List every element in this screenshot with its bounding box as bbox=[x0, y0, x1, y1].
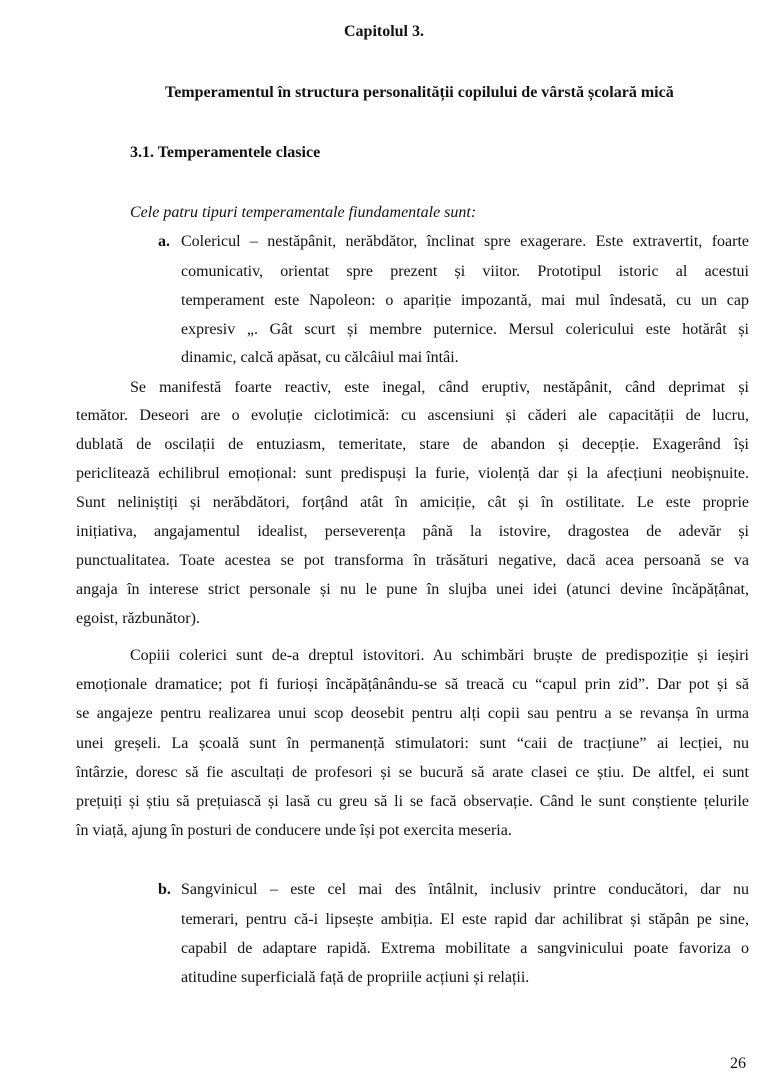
item-a-line: dinamic, calcă apăsat, cu călcâiul mai întâi. bbox=[181, 349, 459, 366]
paragraph-line: unei greșeli. La școală sunt în permanență stimulatori: sunt “caii de tracțiune” ai lecției, nu bbox=[76, 735, 749, 752]
chapter-title: Temperamentul în structura personalității copilului de vârstă școlară mică bbox=[165, 84, 674, 101]
paragraph-line: Se manifestă foarte reactiv, este inegal, când eruptiv, nestăpânit, când deprimat și bbox=[130, 379, 749, 396]
intro-sentence: Cele patru tipuri temperamentale fiundamentale sunt: bbox=[130, 204, 477, 221]
paragraph-line: inițiativa, angajamentul idealist, perseverența până la istovire, dragostea de adevăr și bbox=[76, 523, 749, 540]
section-heading: 3.1. Temperamentele clasice bbox=[130, 144, 321, 161]
paragraph-line: dublată de oscilații de entuziasm, temeritate, stare de abandon și decepție. Exagerând își bbox=[76, 436, 749, 453]
paragraph-line: Sunt neliniștiți și nerăbdători, forțând atât în amiciție, cât și în ostilitate. Le este proprie bbox=[76, 494, 749, 511]
paragraph-line: emoționale dramatice; pot fi furioși încăpățânându-se să treacă cu “capul prin zid”. Dar pot și să bbox=[76, 676, 749, 693]
item-b-line: capabil de adaptare rapidă. Extrema mobilitate a sangvinicului poate favoriza o bbox=[181, 940, 749, 957]
item-a-line: expresiv „. Gât scurt și membre puternice. Mersul colericului este hotărât și bbox=[181, 321, 749, 338]
item-a-line: temperament este Napoleon: o apariție impozantă, mai mul îndesată, cu un cap bbox=[181, 292, 749, 309]
paragraph-line: prețuiți și știu să prețuiască și lasă cu greu să li se facă observație. Când le sunt conștiente țelurile bbox=[76, 793, 749, 810]
paragraph-line: Copiii colerici sunt de-a dreptul istovitori. Au schimbări bruște de predispoziție și ieșiri bbox=[130, 647, 749, 664]
item-b-line: Sangvinicul – este cel mai des întâlnit, inclusiv printre conducători, dar nu bbox=[181, 881, 749, 898]
paragraph-line: periclitează echilibrul emoțional: sunt predispuși la furie, violență dar și la afecțiuni neobișnuite. bbox=[76, 465, 749, 482]
item-b-marker: b. bbox=[158, 881, 171, 898]
paragraph-line: se angajeze pentru realizarea unui scop deosebit pentru alți copii sau pentru a se revanșa în urma bbox=[76, 705, 749, 722]
paragraph-line: temător. Deseori are o evoluție ciclotimică: cu ascensiuni și căderi ale capacității de lucru, bbox=[76, 407, 749, 424]
paragraph-line: întârzie, doresc să fie ascultați de profesori și se bucură să arate clasei ce știu. De altfel, ei sunt bbox=[76, 764, 749, 781]
item-a-line: comunicativ, orientat spre prezent și viitor. Prototipul istoric al acestui bbox=[181, 263, 749, 280]
paragraph-line: angaja în interese strict personale și nu le pune în slujba unei idei (atunci devine încăpățânat, bbox=[76, 581, 749, 598]
chapter-heading: Capitolul 3. bbox=[343, 23, 424, 40]
item-a-line: Colericul – nestăpânit, nerăbdător, înclinat spre exagerare. Este extravertit, foarte bbox=[181, 233, 749, 250]
item-a-marker: a. bbox=[158, 233, 170, 250]
paragraph-line: în viață, ajung în posturi de conducere unde își pot exercita meseria. bbox=[76, 822, 512, 839]
paragraph-line: egoist, răzbunător). bbox=[76, 610, 200, 627]
page-number: 26 bbox=[730, 1055, 746, 1072]
paragraph-line: punctualitatea. Toate acestea se pot transforma în trăsături negative, dacă acea persoană se va bbox=[76, 552, 749, 569]
item-b-line: atitudine superficială față de propriile acțiuni și relații. bbox=[181, 969, 530, 986]
item-b-line: temerari, pentru că-i lipsește ambiția. El este rapid dar achilibrat și stăpân pe sine, bbox=[181, 911, 749, 928]
